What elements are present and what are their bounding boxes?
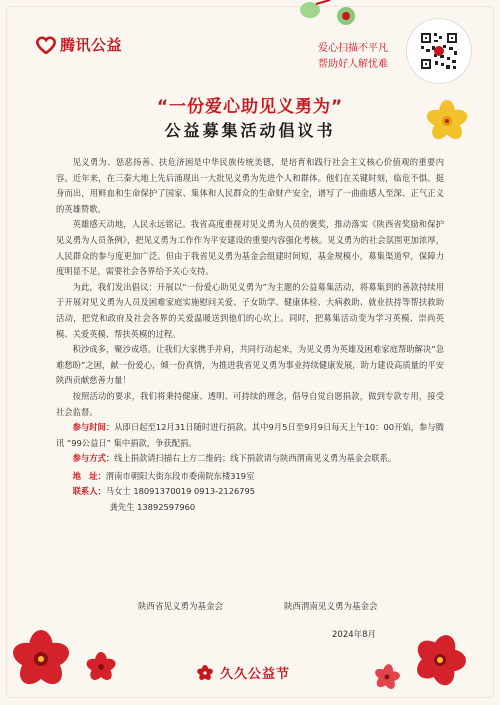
- campaign-title: “一份爱心助见义勇为”: [156, 97, 344, 117]
- paragraph: 为此，我们发出倡议：开展以“一份爱心助见义勇为”为主题的公益募集活动，将募集到的善款持续用于开展对见义勇为人员及困难家庭实施慰问关爱、子女助学、健康体检、大病救助、就业扶持等帮扶救助活动，把党和政府及社会各界的关爱温暖送到他们的心坎上。同时，把募集活动变为学习英模、崇尚英模、关爱英模、帮扶英模的过程。: [56, 281, 444, 339]
- red-flower-icon: [410, 630, 470, 690]
- paragraph: 英雄感天动地，人民永远铭记。我省高度重视对见义勇为人员的褒奖，推动落实《陕西省奖励和保护见义勇为人员条例》，把见义勇为工作作为平安建设的重要内容强化考核。见义勇为的社会氛围更加浓厚，人民群众的参与度更加广泛。但由于我省见义勇为基金会组建时间短，基金规模小，募集渠道窄，保障力度明显不足，需要社会各界给予关心支持。: [56, 219, 444, 277]
- paragraph: 积沙成多，聚沙成塔。让我们大家携手并肩，共同行动起来，为见义勇为英雄及困难家庭帮助解决“急难愁盼”之困，献一份爱心，倾一份真情，为推进我省见义勇为事业持续健康发展，助力建设高质量的平安陕西贡献慈善力量！: [56, 344, 444, 386]
- footer-brand: [196, 663, 290, 682]
- signature-date: 2024年8月: [332, 630, 377, 640]
- tencent-charity-logo: [36, 34, 122, 55]
- slogan-line: 爱心扫描不平凡: [318, 43, 388, 54]
- red-flower-icon: [372, 662, 402, 692]
- contact-person: 龚先生 13892597960: [109, 502, 196, 513]
- address-text: 渭南市朝阳大街东段市委南院东楼319室: [105, 470, 255, 481]
- red-flower-icon: [8, 626, 74, 692]
- method-text: 线上捐款请扫描右上方二维码；线下捐款请与陕西渭南见义勇为基金会联系。: [114, 453, 397, 464]
- participation-time: [56, 420, 444, 451]
- donation-qr-code[interactable]: [406, 18, 472, 84]
- red-flower-icon: [84, 650, 118, 684]
- participation-info: [56, 420, 444, 516]
- time-text: 从即日起至12月31日随时进行捐款。其中9月5日至9月9日每天上午10：00开始，参与腾讯 “99公益日” 集中捐款，争获配捐。: [56, 422, 444, 448]
- footer-text: 久久公益节: [220, 667, 291, 682]
- time-label: 参与时间：: [72, 422, 115, 433]
- page-title: 公益募集活动倡议书: [164, 121, 336, 140]
- proposal-body: [56, 155, 444, 516]
- jade-ornament-icon: [296, 0, 366, 34]
- contact-row: [56, 500, 444, 516]
- contact-label: 联系人：: [72, 486, 106, 497]
- contact-person: 马女士 18091370019 0913-2126795: [105, 486, 256, 497]
- flower-logo-icon: [196, 664, 214, 682]
- logo-text: 腾讯公益: [60, 36, 123, 54]
- qr-slogan: [318, 41, 388, 73]
- slogan-line: 帮助好人解忧难: [318, 59, 388, 70]
- method-label: 参与方式：: [72, 453, 115, 464]
- signature-org: 陕西省见义勇为基金会: [138, 602, 224, 612]
- address-row: [56, 469, 444, 485]
- signature-org: 陕西渭南见义勇为基金会: [284, 602, 378, 612]
- heart-logo-icon: [36, 36, 56, 54]
- paragraph: 按照活动的要求，我们将秉持健康、透明、可持续的理念，倡导自觉自愿捐款，做到专款专用，接受社会监督。: [56, 390, 444, 417]
- contact-row: [56, 484, 444, 500]
- paragraph: 见义勇为、惩恶扬善、扶危济困是中华民族传统美德，是培育和践行社会主义核心价值观的重要内容。近年来，在三秦大地上先后涌现出一大批见义勇为先进个人和群体。他们在关键时刻，临危不惧、挺身而出，用鲜血和生命保护了国家、集体和人民群众的生命财产安全，谱写了一曲曲感人至深、正气正义的英雄赞歌。: [56, 157, 444, 214]
- qr-code-icon: [407, 19, 471, 83]
- address-label: 地 址：: [72, 470, 106, 481]
- participation-method: [56, 451, 444, 467]
